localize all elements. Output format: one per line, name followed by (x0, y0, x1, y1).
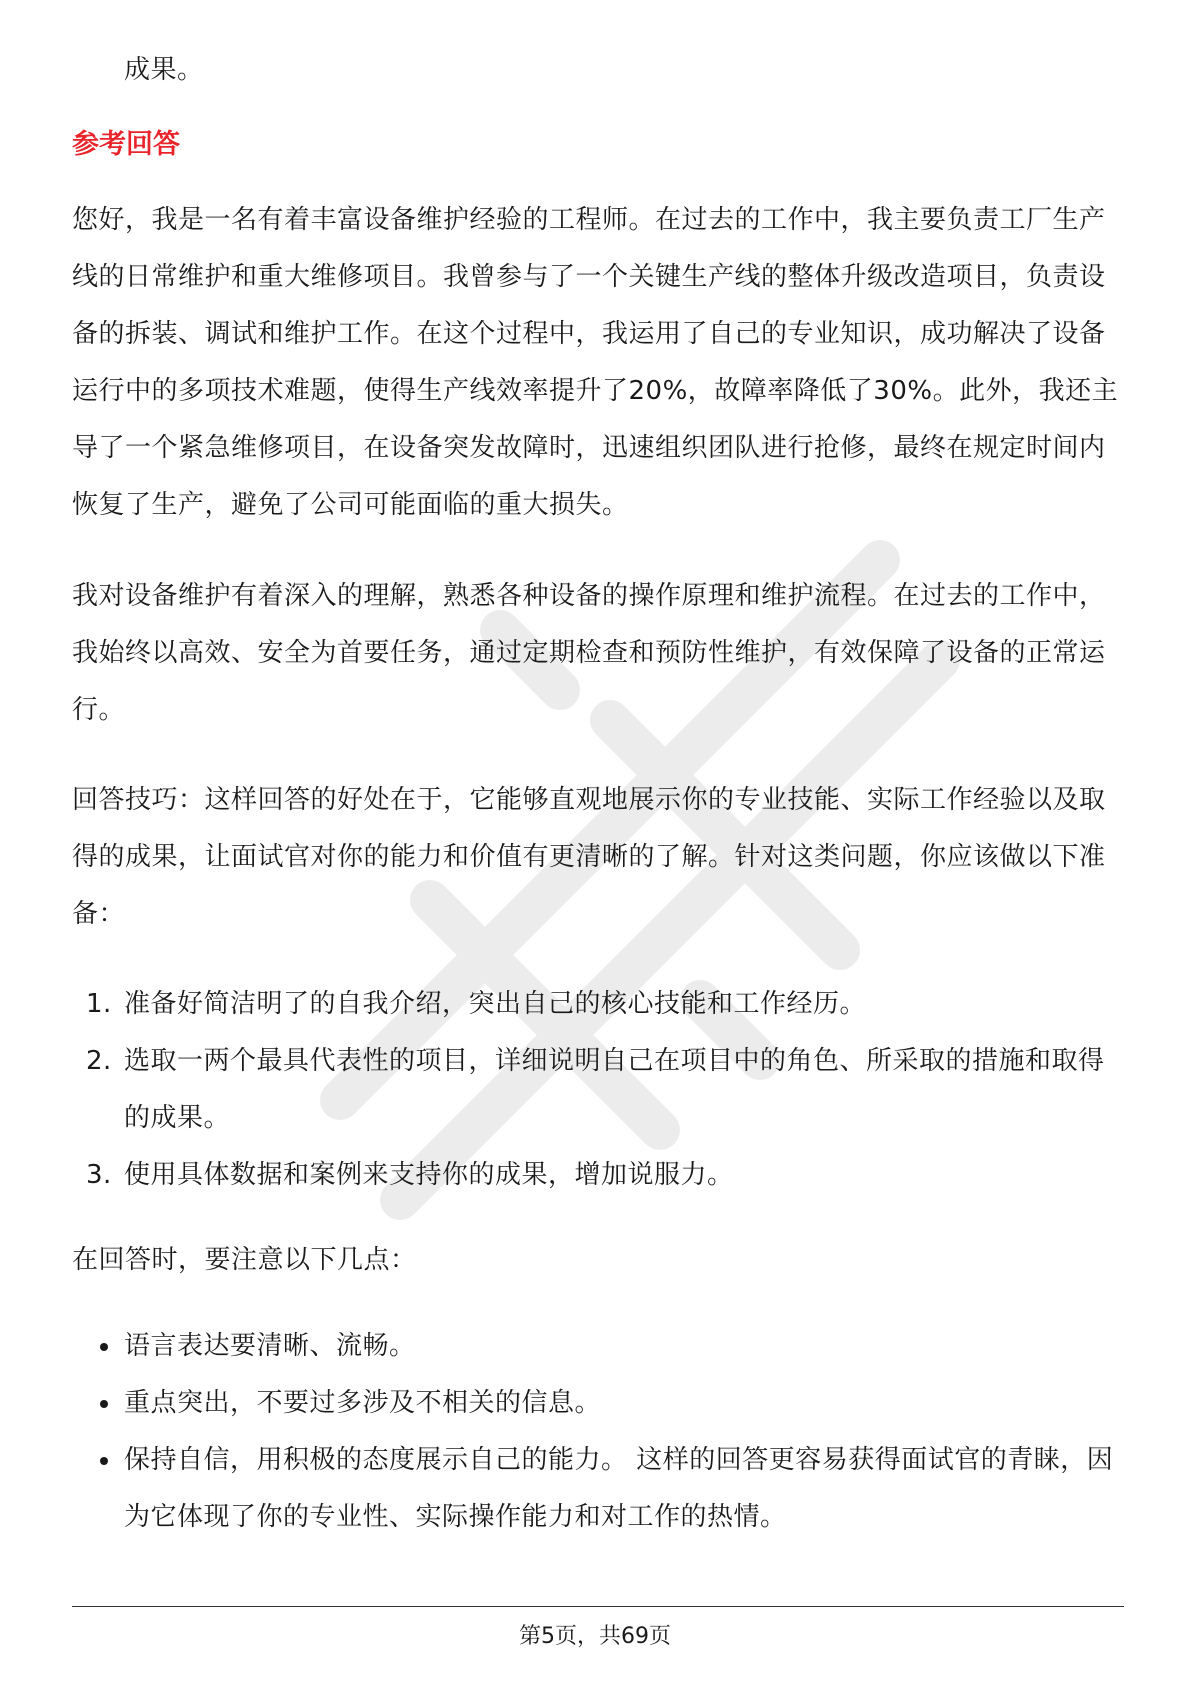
continuation-text: 成果。 (124, 55, 204, 85)
list-item (72, 1318, 1124, 1375)
list-item-text: 保持自信，用积极的态度展示自己的能力。 这样的回答更容易获得面试官的青睐，因为它体现了你的专业性、实际操作能力和对工作的热情。 (124, 1445, 1114, 1532)
list-item-text: 使用具体数据和案例来支持你的成果，增加说服力。 (124, 1160, 734, 1190)
list-item-text: 重点突出，不要过多涉及不相关的信息。 (124, 1388, 602, 1418)
section-heading: 参考回答 (72, 129, 180, 160)
notes-intro: 在回答时，要注意以下几点： (72, 1245, 417, 1275)
answer-paragraph-1: 您好，我是一名有着丰富设备维护经验的工程师。在过去的工作中，我主要负责工厂生产线的日常维护和重大维修项目。我曾参与了一个关键生产线的整体升级改造项目，负责设备的拆装、调试和维护工作。在这个过程中，我运用了自己的专业知识，成功解决了设备运行中的多项技术难题，使得生产线效率提升了20%，故障率降低了30%。此外，我还主导了一个紧急维修项目，在设备突发故障时，迅速组织团队进行抢修，最终在规定时间内恢复了生产，避免了公司可能面临的重大损失。 (72, 205, 1119, 520)
list-item-text: 选取一两个最具代表性的项目，详细说明自己在项目中的角色、所采取的措施和取得的成果。 (124, 1046, 1105, 1133)
list-number: 3. (86, 1160, 112, 1190)
preparation-list (72, 976, 1124, 1204)
bullet-icon (100, 1400, 108, 1408)
notes-list (72, 1318, 1124, 1546)
list-item (72, 976, 1124, 1033)
list-number: 1. (86, 989, 112, 1019)
bullet-icon (100, 1343, 108, 1351)
list-number: 2. (86, 1046, 112, 1076)
list-item-text: 准备好简洁明了的自我介绍，突出自己的核心技能和工作经历。 (124, 989, 867, 1019)
tips-paragraph: 回答技巧：这样回答的好处在于，它能够直观地展示你的专业技能、实际工作经验以及取得的成果，让面试官对你的能力和价值有更清晰的了解。针对这类问题，你应该做以下准备： (72, 785, 1106, 929)
bullet-icon (100, 1457, 108, 1465)
footer-divider (72, 1606, 1124, 1607)
list-item (72, 1033, 1124, 1147)
list-item (72, 1147, 1124, 1204)
list-item-text: 语言表达要清晰、流畅。 (124, 1331, 416, 1361)
answer-paragraph-2: 我对设备维护有着深入的理解，熟悉各种设备的操作原理和维护流程。在过去的工作中，我始终以高效、安全为首要任务，通过定期检查和预防性维护，有效保障了设备的正常运行。 (72, 581, 1106, 725)
list-item (72, 1375, 1124, 1432)
page-footer: 第5页，共69页 (519, 1624, 671, 1649)
list-item (72, 1432, 1124, 1546)
